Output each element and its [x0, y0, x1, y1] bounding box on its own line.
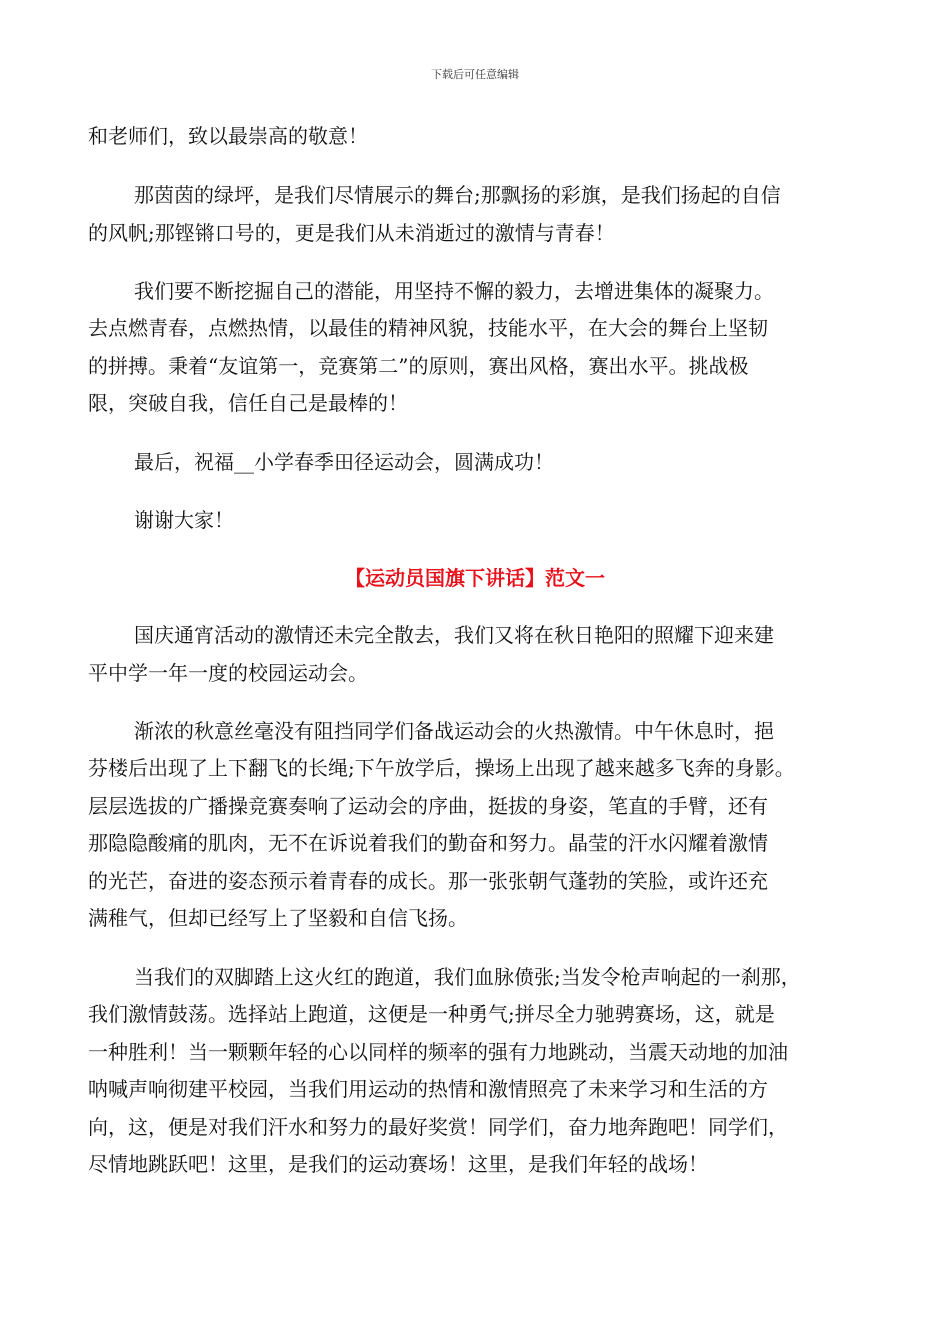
paragraph-line: 那茵茵的绿坪，是我们尽情展示的舞台;那飘扬的彩旗，是我们扬起的自信	[134, 183, 781, 207]
paragraph-line: 和老师们，致以最崇高的敬意！	[88, 124, 368, 148]
section-title: 【运动员国旗下讲话】范文一	[345, 566, 605, 590]
paragraph-line: 限，突破自我，信任自己是最棒的！	[88, 391, 408, 415]
paragraph-line: 呐喊声响彻建平校园，当我们用运动的热情和激情照亮了未来学习和生活的方	[88, 1077, 768, 1101]
paragraph-line: 我们激情鼓荡。选择站上跑道，这便是一种勇气;拼尽全力驰骋赛场，这，就是	[88, 1002, 775, 1026]
paragraph-line: 去点燃青春，点燃热情，以最佳的精神风貌，技能水平，在大会的舞台上坚韧	[88, 316, 768, 340]
paragraph-line: 那隐隐酸痛的肌肉，无不在诉说着我们的勤奋和努力。晶莹的汗水闪耀着激情	[88, 831, 768, 855]
paragraph-line: 国庆通宵活动的激情还未完全散去，我们又将在秋日艳阳的照耀下迎来建	[134, 623, 774, 647]
paragraph-line: 谢谢大家！	[134, 508, 234, 532]
paragraph-line: 向，这，便是对我们汗水和努力的最好奖赏！同学们，奋力地奔跑吧！同学们，	[88, 1115, 788, 1139]
paragraph-line: 渐浓的秋意丝毫没有阻挡同学们备战运动会的火热激情。中午休息时，挹	[134, 719, 774, 743]
paragraph-line: 的风帆;那铿锵口号的，更是我们从未消逝过的激情与青春！	[88, 221, 615, 245]
paragraph-line: 尽情地跳跃吧！这里，是我们的运动赛场！这里，是我们年轻的战场！	[88, 1152, 708, 1176]
paragraph-line: 层层选拔的广播操竞赛奏响了运动会的序曲，挺拔的身姿，笔直的手臂，还有	[88, 794, 768, 818]
paragraph-line: 我们要不断挖掘自己的潜能，用坚持不懈的毅力，去增进集体的凝聚力。	[134, 279, 774, 303]
paragraph-line: 一种胜利！当一颗颗年轻的心以同样的频率的强有力地跳动，当震天动地的加油	[88, 1040, 788, 1064]
paragraph-line: 最后，祝福__小学春季田径运动会，圆满成功！	[134, 450, 554, 474]
paragraph-line: 的拼搏。秉着“友谊第一，竞赛第二”的原则，赛出风格，赛出水平。挑战极	[88, 354, 749, 378]
paragraph-line: 芬楼后出现了上下翻飞的长绳;下午放学后，操场上出现了越来越多飞奔的身影。	[88, 756, 795, 780]
paragraph-line: 满稚气，但却已经写上了坚毅和自信飞扬。	[88, 906, 468, 930]
paragraph-line: 平中学一年一度的校园运动会。	[88, 661, 368, 685]
paragraph-line: 的光芒，奋进的姿态预示着青春的成长。那一张张朝气蓬勃的笑脸，或许还充	[88, 869, 768, 893]
paragraph-line: 当我们的双脚踏上这火红的跑道，我们血脉偾张;当发令枪声响起的一刹那，	[134, 965, 801, 989]
page-header: 下载后可任意编辑	[431, 68, 519, 81]
